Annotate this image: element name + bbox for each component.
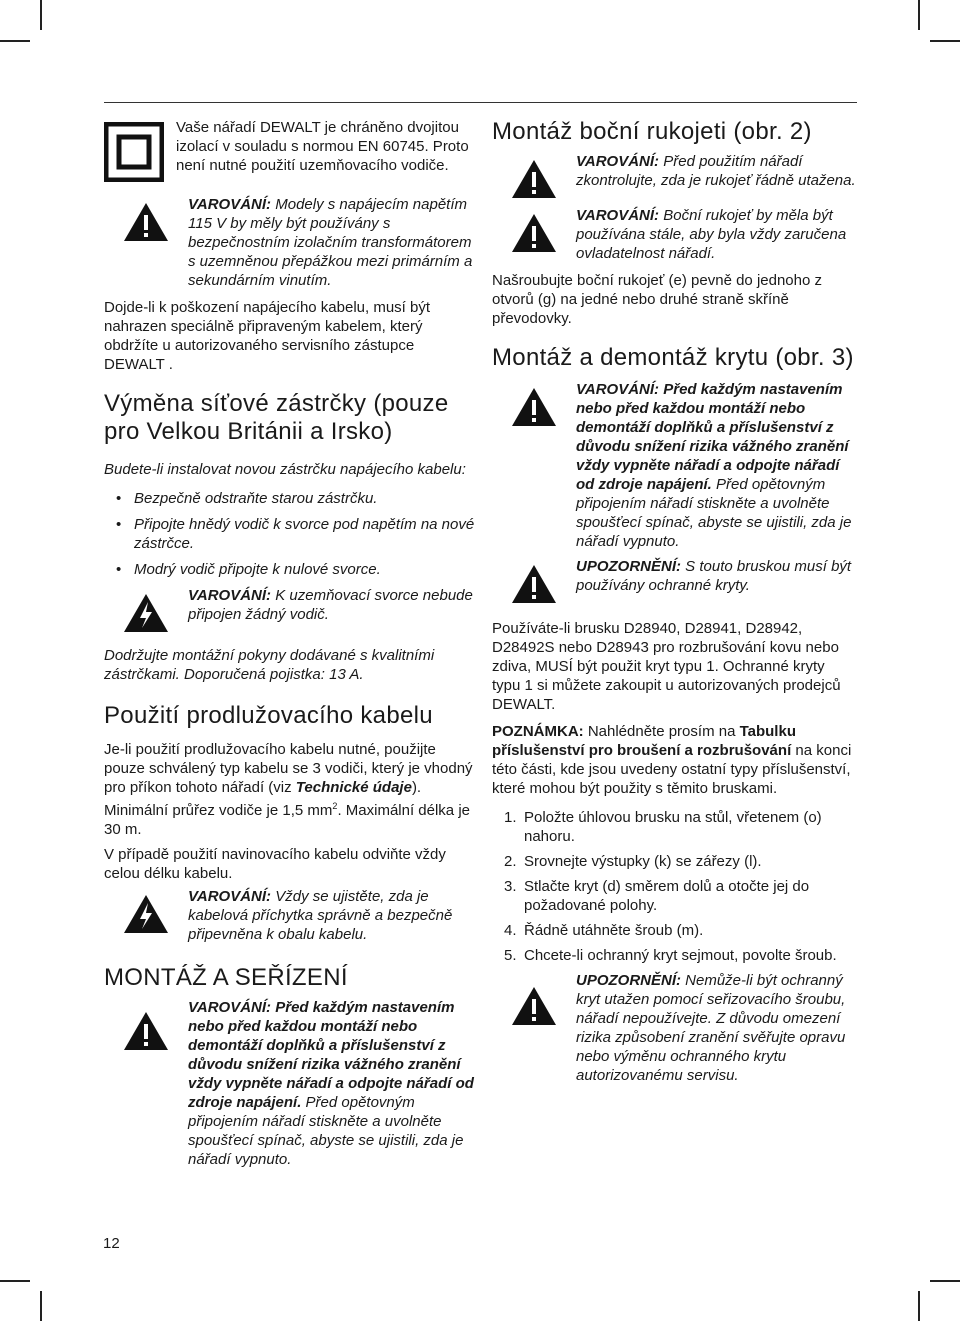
warning-text: Před opětovným připojením nářadí stiskněte a uvolněte spoušťecí spínač, abyste se ujistili, zda je nářadí vypnuto. xyxy=(576,476,852,550)
list-item: • Připojte hnědý vodič k svorce pod napětím na nové zástrčce. xyxy=(104,515,476,553)
right-column xyxy=(492,118,857,1085)
warning-handle-2 xyxy=(492,206,857,263)
warning-text: Boční rukojeť by měla být používána stále, aby byla vždy zaručena ovladatelnost nářadí. xyxy=(576,207,847,262)
crop-mark xyxy=(918,0,920,30)
warning-text: K uzemňovací svorce nebude připojen žádný vodič. xyxy=(188,587,473,623)
list-item: 2. Srovnejte výstupky (k) se zářezy (l). xyxy=(504,853,762,870)
warning-guard xyxy=(492,380,857,551)
warning-triangle-icon xyxy=(492,557,576,605)
crop-mark xyxy=(930,40,960,42)
caution-screw xyxy=(492,971,857,1085)
cable-damage-text: Dojde-li k poškození napájecího kabelu, musí být nahrazen speciálně připraveným kabelem, který obdržíte u autorizovaného servisního zástupce DEWALT . xyxy=(104,299,431,373)
list-item: 5. Chcete-li ochranný kryt sejmout, povolte šroub. xyxy=(504,947,837,964)
double-insulation-block xyxy=(104,118,476,187)
warning-label: VAROVÁNÍ: xyxy=(188,196,272,213)
double-insulation-icon xyxy=(104,118,176,187)
caution-guard xyxy=(492,557,857,605)
list-item: • Bezpečně odstraňte starou zástrčku. xyxy=(104,489,476,508)
guard-steps-list xyxy=(492,808,857,965)
note-text: POZNÁMKA: Nahlédněte prosím na Tabulku příslušenství pro broušení a rozbrušování na konci této části, kde jsou uvedeny ostatní typy příslušenství, které mohou být použity s těmito bruskami. xyxy=(492,723,852,797)
crop-mark xyxy=(40,1291,42,1321)
page-number: 12 xyxy=(103,1235,120,1252)
plug-steps-list xyxy=(104,489,476,579)
warning-label: VAROVÁNÍ: xyxy=(188,587,272,604)
crop-mark xyxy=(0,40,30,42)
double-insulation-text: Vaše nářadí DEWALT je chráněno dvojitou izolací v souladu s normou EN 60745. Proto není nutné použití uzemňovacího vodiče. xyxy=(176,119,469,174)
list-item: 3. Stlačte kryt (d) směrem dolů a otočte jej do požadované polohy. xyxy=(504,878,810,914)
list-item: 4. Řádně utáhněte šroub (m). xyxy=(504,922,704,939)
crop-mark xyxy=(0,1280,30,1282)
warning-text: Před opětovným připojením nářadí stiskněte a uvolněte spoušťecí spínač, abyste se ujistili, zda je nářadí vypnuto. xyxy=(188,1094,464,1168)
crop-mark xyxy=(930,1280,960,1282)
warning-triangle-icon xyxy=(104,998,188,1052)
heading-extension-cable: Použití prodlužovacího kabelu xyxy=(104,702,433,729)
warning-text: Vždy se ujistěte, zda je kabelová příchytka správně a bezpečně připevněna k obalu kabelu. xyxy=(188,888,453,943)
warning-text: Před použitím nářadí zkontrolujte, zda je rukojeť řádně utažena. xyxy=(576,153,856,189)
heading-plug-replacement: Výměna síťové zástrčky (pouze pro Velkou Británii a Irsko) xyxy=(104,390,449,445)
caution-text: Nemůže-li být ochranný kryt utažen pomocí seřizovacího šroubu, nářadí nepoužívejte. Z důvodu omezení rizika způsobení zranění svěřujte opravu nebo výměnu ochranného krytu autorizovanému servisu. xyxy=(576,972,846,1084)
heading-side-handle: Montáž boční rukojeti (obr. 2) xyxy=(492,118,812,145)
left-column xyxy=(104,118,476,1169)
caution-text: S touto bruskou musí být používány ochranné kryty. xyxy=(576,558,852,594)
crop-mark xyxy=(918,1291,920,1321)
crop-mark xyxy=(40,0,42,30)
warning-triangle-icon xyxy=(492,971,576,1027)
guard-models-text: Používáte-li brusku D28940, D28941, D28942, D28492S nebo D28943 pro rozbrušování kovu nebo zdiva, MUSÍ být použit kryt typu 1. Ochranné kryty typu 1 si můžete zakoupit u autorizovaných prodejců DEWALT. xyxy=(492,620,841,713)
warning-label: VAROVÁNÍ: xyxy=(576,153,660,170)
heading-guard: Montáž a demontáž krytu (obr. 3) xyxy=(492,344,854,371)
warning-triangle-icon xyxy=(104,195,188,243)
list-item: 1. Položte úhlovou brusku na stůl, vřetenem (o) nahoru. xyxy=(504,809,822,845)
header-rule xyxy=(104,102,857,103)
warning-text: Modely s napájecím napětím 115 V by měly být používány s bezpečnostním izolačním transformátorem s uzemněnou přepážkou mezi primárním a sekundárním vinutím. xyxy=(188,196,473,289)
electric-shock-icon xyxy=(104,887,188,935)
tech-data-ref: Technické údaje xyxy=(295,779,412,796)
warning-assembly xyxy=(104,998,476,1169)
warning-bold-text: VAROVÁNÍ: Před každým nastavením nebo před každou montáží nebo demontáží doplňků a příslušenství z důvodu snížení rizika vážného zranění vždy vypněte nářadí a odpojte nářadí od zdroje napájení. xyxy=(576,381,849,493)
extension-text-2: V případě použití navinovacího kabelu odviňte vždy celou délku kabelu. xyxy=(104,846,446,882)
plug-note: Dodržujte montážní pokyny dodávané s kvalitními zástrčkami. Doporučená pojistka: 13 A. xyxy=(104,647,435,683)
heading-assembly: MONTÁŽ A SEŘÍZENÍ xyxy=(104,964,348,991)
warning-handle-1 xyxy=(492,152,857,200)
warning-triangle-icon xyxy=(492,206,576,254)
caution-label: UPOZORNĚNÍ: xyxy=(576,558,681,575)
warning-label: VAROVÁNÍ: xyxy=(576,207,660,224)
plug-intro: Budete-li instalovat novou zástrčku napájecího kabelu: xyxy=(104,461,466,478)
warning-label: VAROVÁNÍ: xyxy=(188,888,272,905)
list-item: • Modrý vodič připojte k nulové svorce. xyxy=(104,560,476,579)
electric-shock-icon xyxy=(104,586,188,634)
handle-text: Našroubujte boční rukojeť (e) pevně do jednoho z otvorů (g) na jedné nebo druhé straně skříně převodovky. xyxy=(492,272,822,327)
warning-bold-text: VAROVÁNÍ: Před každým nastavením nebo před každou montáží nebo demontáží doplňků a příslušenství z důvodu snížení rizika vážného zranění vždy vypněte nářadí a odpojte nářadí od zdroje napájení. xyxy=(188,999,474,1111)
warning-115v xyxy=(104,195,476,290)
caution-label: UPOZORNĚNÍ: xyxy=(576,972,681,989)
warning-triangle-icon xyxy=(492,152,576,200)
extension-text-1: Je-li použití prodlužovacího kabelu nutné, použijte pouze schválený typ kabelu se 3 vodiči, který je vhodný pro příkon tohoto nářadí (viz Technické údaje). Minimální průřez vodiče je 1,5 $mm^2$. Maximální délka je 30 m. xyxy=(104,741,473,838)
warning-triangle-icon xyxy=(492,380,576,428)
warning-reel xyxy=(104,887,476,944)
warning-earth xyxy=(104,586,476,634)
